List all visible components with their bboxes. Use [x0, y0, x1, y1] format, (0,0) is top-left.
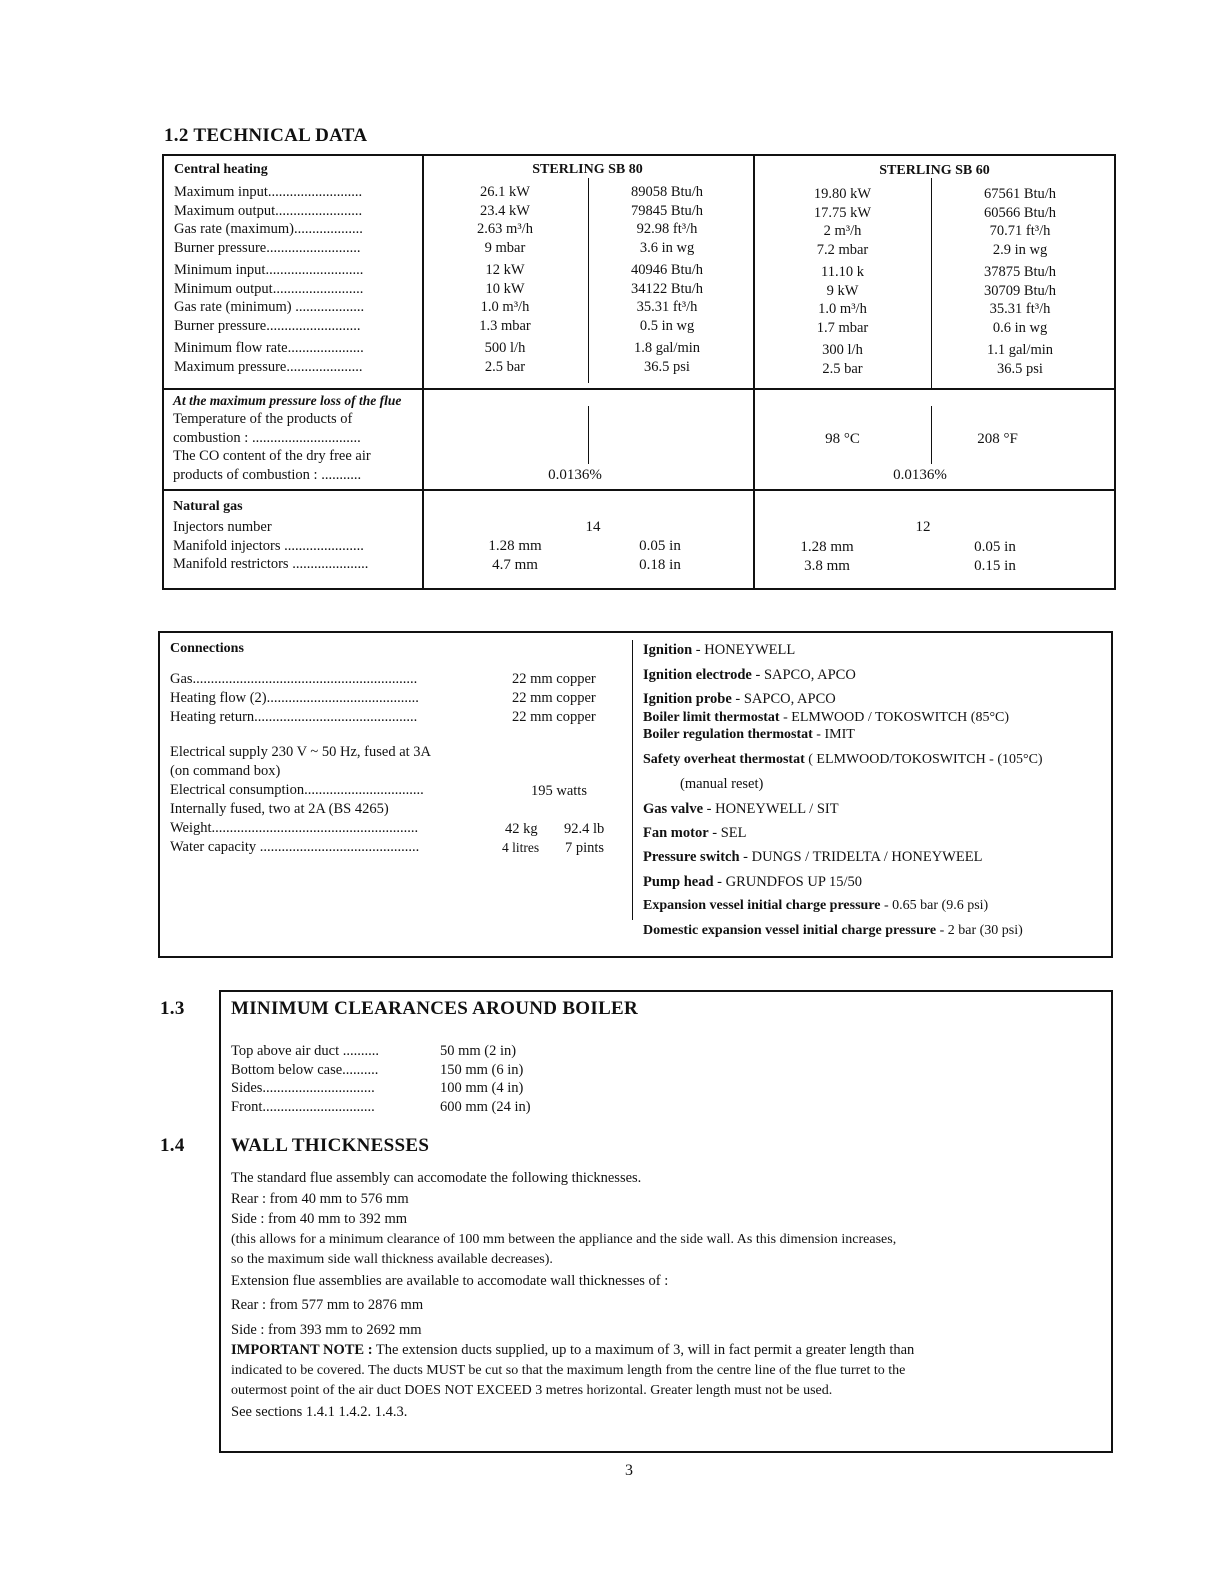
value-cell: 500 l/h [484, 340, 526, 356]
flue-label-line: Temperature of the products of [173, 411, 353, 427]
row-label: Minimum output......................... [174, 280, 364, 297]
value-cell: 35.31 ft³/h [636, 299, 698, 315]
component-fan-motor [643, 824, 747, 843]
value-cell: 30709 Btu/h [983, 282, 1057, 299]
value-cell: 23.4 kW [480, 202, 530, 219]
component-safety-thermostat [643, 751, 1043, 770]
injectors-a-mm: 1.28 mm [488, 538, 542, 554]
component-ignition [643, 641, 795, 660]
clearance-value: 50 mm (2 in) [440, 1043, 517, 1059]
flue-label-line: combustion : .............................. [173, 429, 361, 446]
value-cell: 67561 Btu/h [983, 186, 1057, 202]
value-cell: 89058 Btu/h [630, 184, 704, 200]
value-cell: 70.71 ft³/h [989, 223, 1051, 239]
gas-label: Manifold restrictors ..................... [173, 556, 369, 572]
component-value: - GRUNDFOS UP 15/50 [713, 874, 863, 890]
row-label: Gas rate (minimum) ................... [174, 299, 365, 315]
connection-return-label: Heating return............................................. [170, 709, 418, 725]
internal-fuse: Internally fused, two at 2A (BS 4265) [170, 801, 389, 817]
water-capacity-litres: 4 litres [502, 840, 540, 855]
section-1-2-heading: 1.2 TECHNICAL DATA [164, 125, 368, 146]
central-heating-header: Central heating [174, 162, 268, 177]
electrical-supply-note: (on command box) [170, 763, 281, 779]
gas-label: Injectors number [173, 519, 272, 535]
component-domestic-expansion-vessel [643, 922, 1023, 941]
component-value: - HONEYWELL [692, 642, 796, 658]
paragraph-line: Side : from 40 mm to 392 mm [231, 1211, 408, 1227]
value-cell: 60566 Btu/h [983, 204, 1057, 221]
value-cell: 92.98 ft³/h [636, 221, 698, 237]
injectors-number-a: 14 [585, 519, 601, 535]
paragraph-line: Rear : from 577 mm to 2876 mm [231, 1297, 424, 1313]
component-name: Fan motor [643, 825, 709, 841]
section-1-3-number: 1.3 [160, 998, 185, 1019]
row-label: Minimum flow rate..................... [174, 340, 364, 356]
value-cell: 12 kW [485, 262, 525, 278]
clearance-value: 100 mm (4 in) [440, 1080, 524, 1096]
value-cell: 11.10 k [821, 264, 864, 280]
flue-divider-b [931, 406, 932, 464]
clearance-labels [231, 1042, 379, 1116]
column-divider-labels [422, 154, 424, 590]
flue-temp-c: 98 °C [825, 431, 860, 447]
value-cell: 17.75 kW [813, 204, 872, 221]
component-limit-thermostat [643, 709, 1009, 728]
value-cell: 1.8 gal/min [633, 340, 701, 356]
value-cell: 1.0 m³/h [818, 301, 867, 317]
co-content-a: 0.0136% [548, 467, 602, 483]
weight-kg: 42 kg [505, 821, 538, 837]
component-value: (manual reset) [680, 776, 764, 792]
component-name: Safety overheat thermostat [643, 752, 805, 767]
natural-gas-header: Natural gas [173, 499, 243, 514]
connection-flow-label: Heating flow (2).......................................... [170, 690, 419, 706]
value-cell: 3.6 in wg [639, 239, 695, 256]
natural-gas-labels [173, 518, 368, 574]
value-cell: 36.5 psi [644, 358, 690, 375]
row-label: Burner pressure.......................... [174, 239, 361, 256]
flue-labels [173, 410, 371, 484]
value-cell: 79845 Btu/h [630, 202, 704, 219]
value-cell: 1.0 m³/h [480, 299, 530, 315]
component-expansion-vessel [643, 897, 988, 916]
see-sections: See sections 1.4.1 1.4.2. 1.4.3. [231, 1403, 408, 1420]
value-cell: 9 kW [826, 282, 859, 299]
important-note [231, 1340, 1106, 1361]
flue-label-line: products of combustion : ........... [173, 466, 362, 483]
sb60-metric-values [760, 185, 925, 378]
paragraph-line: outermost point of the air duct DOES NOT EXCEED 3 metres horizontal. Greater length must not be used. [231, 1383, 833, 1398]
section-1-4-number: 1.4 [160, 1135, 185, 1156]
water-capacity-label: Water capacity ............................................ [170, 839, 420, 855]
connection-flow-value: 22 mm copper [512, 690, 596, 706]
row-label: Maximum output........................ [174, 202, 363, 219]
connection-gas-label: Gas.............................................................. [170, 671, 418, 687]
paragraph-line: indicated to be covered. The ducts MUST be cut so that the maximum length from the centre line of the flue turret to the [231, 1362, 906, 1378]
value-cell: 0.5 in wg [639, 317, 695, 334]
row-label: Maximum input.......................... [174, 184, 363, 200]
flue-temp-f: 208 °F [977, 431, 1018, 447]
component-name: Pump head [643, 874, 714, 890]
component-name: Ignition probe [643, 691, 732, 707]
component-value: - DUNGS / TRIDELTA / HONEYWEEL [739, 849, 983, 865]
value-cell: 7.2 mbar [816, 241, 869, 258]
flue-divider-a [588, 406, 589, 464]
sb80-metric-values [430, 183, 580, 376]
value-cell: 2.9 in wg [992, 241, 1048, 258]
value-cell: 37875 Btu/h [983, 264, 1057, 280]
water-capacity-pints: 7 pints [565, 840, 605, 856]
paragraph-line: so the maximum side wall thickness available decreases). [231, 1252, 553, 1267]
component-value: - 2 bar (30 psi) [936, 923, 1023, 938]
column-divider-a [588, 178, 589, 383]
component-regulation-thermostat [643, 726, 855, 745]
central-heating-labels [174, 183, 364, 376]
row-label: Gas rate (maximum)................... [174, 221, 363, 237]
model-a-header: STERLING SB 80 [532, 162, 643, 177]
value-cell: 2 m³/h [823, 223, 862, 239]
component-name: Ignition electrode [643, 667, 752, 683]
flue-label-line: The CO content of the dry free air [173, 448, 371, 464]
injectors-number-b: 12 [915, 519, 931, 535]
component-name: Domestic expansion vessel initial charge pressure [643, 923, 937, 938]
divider-flue [162, 388, 1116, 390]
electrical-supply: Electrical supply 230 V ~ 50 Hz, fused at 3A [170, 744, 432, 760]
restrictors-b-in: 0.15 in [974, 558, 1016, 574]
row-label: Maximum pressure..................... [174, 358, 363, 375]
value-cell: 1.3 mbar [479, 317, 531, 334]
clearance-value: 150 mm (6 in) [440, 1061, 524, 1078]
clearance-label: Top above air duct .......... [231, 1043, 379, 1059]
component-name: Boiler regulation thermostat [643, 727, 813, 742]
sb60-imperial-values [935, 185, 1105, 378]
consumption-value: 195 watts [531, 783, 587, 799]
divider-natural-gas [162, 489, 1116, 491]
component-manual-reset [680, 775, 763, 794]
component-name: Ignition [643, 642, 693, 658]
paragraph-line: Extension flue assemblies are available to accomodate wall thicknesses of : [231, 1272, 669, 1289]
component-ignition-probe [643, 690, 836, 709]
paragraph-line: Rear : from 40 mm to 576 mm [231, 1190, 409, 1207]
clearance-label: Front............................... [231, 1098, 375, 1115]
column-divider-models [753, 154, 755, 590]
component-name: Expansion vessel initial charge pressure [643, 898, 881, 913]
connection-gas-value: 22 mm copper [512, 671, 596, 687]
component-name: Gas valve [643, 801, 704, 817]
component-value: - 0.65 bar (9.6 psi) [880, 898, 989, 913]
component-value: - SAPCO, APCO [731, 691, 836, 707]
co-content-b: 0.0136% [893, 467, 947, 483]
component-name: Boiler limit thermostat [643, 710, 780, 725]
value-cell: 1.1 gal/min [986, 342, 1054, 358]
value-cell: 34122 Btu/h [630, 280, 704, 297]
value-cell: 300 l/h [822, 342, 863, 358]
component-value: - IMIT [812, 727, 855, 742]
component-value: - HONEYWELL / SIT [703, 801, 839, 817]
weight-lb: 92.4 lb [564, 821, 605, 837]
component-value: - ELMWOOD / TOKOSWITCH (85°C) [779, 710, 1010, 725]
connections-divider [632, 640, 633, 920]
weight-label: Weight......................................................... [170, 820, 419, 836]
row-label: Minimum input........................... [174, 262, 364, 278]
section-1-4-heading: WALL THICKNESSES [231, 1135, 430, 1156]
connections-header: Connections [170, 641, 244, 656]
component-ignition-electrode [643, 666, 856, 685]
column-divider-b [931, 178, 932, 388]
injectors-b-in: 0.05 in [974, 539, 1016, 555]
value-cell: 2.5 bar [822, 360, 863, 377]
sb80-imperial-values [592, 183, 742, 376]
restrictors-a-in: 0.18 in [639, 557, 681, 573]
clearance-values [440, 1042, 531, 1116]
paragraph-line: The standard flue assembly can accomodate the following thicknesses. [231, 1170, 642, 1186]
injectors-b-mm: 1.28 mm [800, 539, 854, 555]
paragraph-line: (this allows for a minimum clearance of 100 mm between the appliance and the side wall. As this dimension increases, [231, 1231, 897, 1247]
gas-label: Manifold injectors ...................... [173, 537, 364, 554]
paragraph-line: Side : from 393 mm to 2692 mm [231, 1321, 422, 1338]
value-cell: 35.31 ft³/h [989, 301, 1051, 317]
important-note-text: The extension ducts supplied, up to a maximum of 3, will in fact permit a greater length than [372, 1342, 915, 1358]
value-cell: 36.5 psi [997, 360, 1043, 377]
component-gas-valve [643, 800, 839, 819]
component-pressure-switch [643, 848, 982, 867]
component-pump-head [643, 873, 862, 892]
value-cell: 26.1 kW [480, 184, 530, 200]
model-b-header: STERLING SB 60 [879, 163, 990, 178]
value-cell: 19.80 kW [813, 186, 872, 202]
flue-header: At the maximum pressure loss of the flue [173, 393, 402, 408]
value-cell: 9 mbar [484, 239, 526, 256]
clearance-label: Sides............................... [231, 1080, 375, 1096]
clearance-label: Bottom below case.......... [231, 1061, 379, 1078]
injectors-a-in: 0.05 in [639, 538, 681, 554]
component-value: - SAPCO, APCO [751, 667, 856, 683]
restrictors-b-mm: 3.8 mm [804, 558, 850, 574]
value-cell: 0.6 in wg [992, 319, 1048, 336]
wall-thickness-text [231, 1168, 1106, 1422]
page-number: 3 [625, 1462, 633, 1479]
value-cell: 40946 Btu/h [630, 262, 704, 278]
component-name: Pressure switch [643, 849, 740, 865]
section-1-3-heading: MINIMUM CLEARANCES AROUND BOILER [231, 998, 639, 1019]
value-cell: 10 kW [485, 280, 525, 297]
consumption-label: Electrical consumption................................. [170, 782, 424, 798]
restrictors-a-mm: 4.7 mm [492, 557, 538, 573]
component-value: - SEL [708, 825, 747, 841]
component-value: ( ELMWOOD/TOKOSWITCH - (105°C) [804, 752, 1043, 767]
important-note-label: IMPORTANT NOTE : [231, 1342, 373, 1358]
clearance-value: 600 mm (24 in) [440, 1098, 531, 1115]
connection-return-value: 22 mm copper [512, 709, 596, 725]
value-cell: 2.63 m³/h [477, 221, 533, 237]
value-cell: 1.7 mbar [816, 319, 869, 336]
value-cell: 2.5 bar [484, 358, 526, 375]
row-label: Burner pressure.......................... [174, 317, 361, 334]
